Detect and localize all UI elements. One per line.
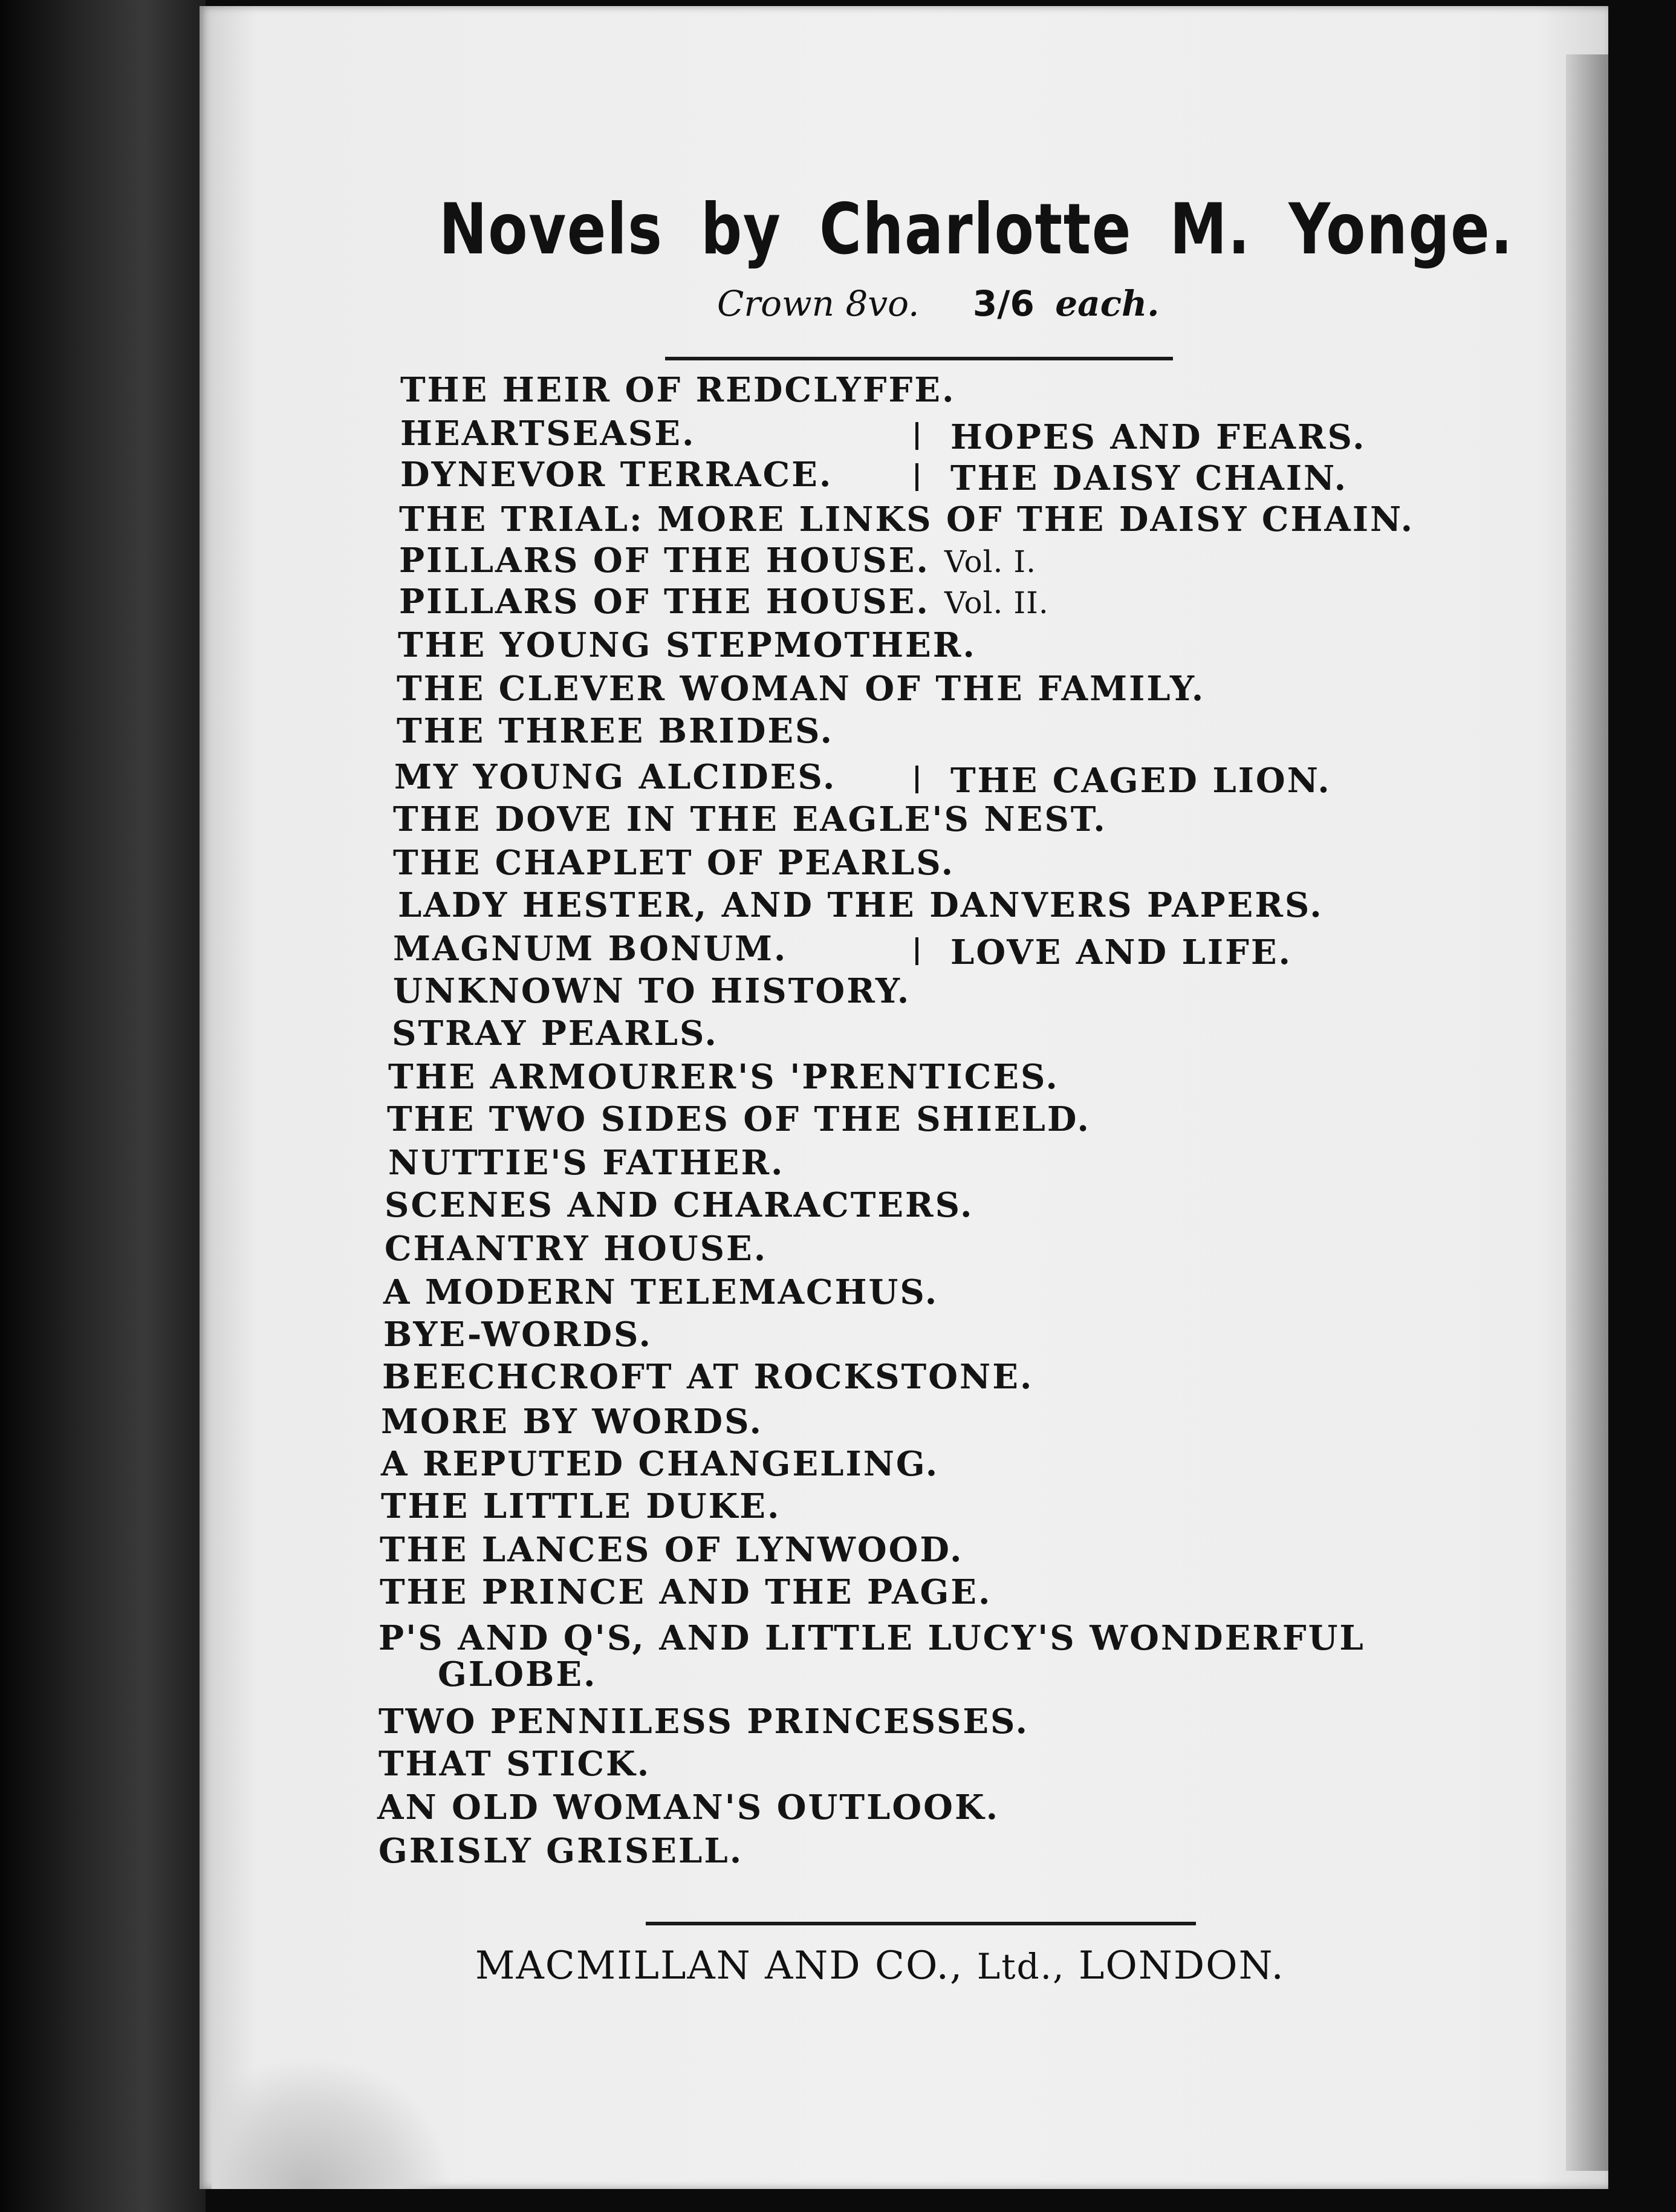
- volume-note: Vol. I.: [944, 544, 1036, 579]
- title-entry-right: LOVE AND LIFE.: [950, 932, 1293, 972]
- publisher-ltd: Ltd.,: [976, 1946, 1065, 1987]
- title-text: THE PRINCE AND THE PAGE.: [380, 1572, 992, 1612]
- title-entry: [378, 1831, 743, 1871]
- title-entry: [392, 1013, 718, 1053]
- title-entry: [387, 1099, 1091, 1139]
- title-text: THE YOUNG STEPMOTHER.: [398, 625, 976, 665]
- title-entry: [382, 1357, 1033, 1397]
- title-entry: [397, 711, 834, 751]
- title-entry: [397, 669, 1205, 709]
- format-price-line: [717, 283, 1159, 324]
- title-text: THE CLEVER WOMAN OF THE FAMILY.: [397, 669, 1206, 709]
- title-text: GRISLY GRISELL.: [378, 1831, 744, 1871]
- title-text: THE CHAPLET OF PEARLS.: [393, 843, 955, 883]
- book-cover-edge: [0, 0, 206, 2212]
- title-entry: [381, 1402, 763, 1442]
- title-text: MY YOUNG ALCIDES.: [394, 757, 837, 797]
- title-text: LADY HESTER, AND THE DANVERS PAPERS.: [398, 885, 1324, 925]
- format-label: Crown 8vo.: [717, 283, 920, 324]
- title-text: BEECHCROFT AT ROCKSTONE.: [382, 1357, 1034, 1397]
- title-text: BYE-WORDS.: [383, 1315, 652, 1355]
- title-text: P'S AND Q'S, AND LITTLE LUCY'S WONDERFUL: [378, 1618, 1365, 1658]
- title-text: THE TWO SIDES OF THE SHIELD.: [387, 1099, 1091, 1139]
- title-entry: [393, 929, 787, 969]
- title-text: THE THREE BRIDES.: [397, 711, 834, 751]
- price-unit-label: each.: [1055, 283, 1160, 324]
- title-text: SCENES AND CHARACTERS.: [385, 1185, 974, 1225]
- title-entry: [393, 971, 911, 1011]
- publisher-imprint: [475, 1944, 1285, 1988]
- title-entry: [383, 1272, 938, 1312]
- title-entry: [378, 1744, 651, 1784]
- title-entry: [388, 1143, 785, 1183]
- title-text: TWO PENNILESS PRINCESSES.: [378, 1702, 1029, 1742]
- title-entry: [377, 1787, 999, 1827]
- title-text: DYNEVOR TERRACE.: [400, 455, 833, 495]
- title-text: THE TRIAL: MORE LINKS OF THE DAISY CHAIN.: [399, 499, 1415, 539]
- title-text: MAGNUM BONUM.: [393, 929, 788, 969]
- title-entry: [381, 1486, 781, 1526]
- page-gutter: [1566, 54, 1608, 2171]
- title-entry-right: HOPES AND FEARS.: [950, 417, 1366, 457]
- publisher-city: LONDON.: [1078, 1944, 1285, 1988]
- title-text: STRAY PEARLS.: [392, 1013, 718, 1053]
- title-text: THAT STICK.: [378, 1744, 651, 1784]
- page-title: Novels by Charlotte M. Yonge.: [439, 189, 1514, 270]
- title-entry: [388, 1057, 1059, 1097]
- title-text: CHANTRY HOUSE.: [385, 1229, 768, 1269]
- column-separator: [915, 766, 918, 793]
- title-entry: [385, 1185, 974, 1225]
- page-corner-curl: [212, 2056, 453, 2189]
- title-text: THE DOVE IN THE EAGLE'S NEST.: [393, 799, 1107, 839]
- title-entry: [381, 1444, 939, 1484]
- title-entry: [400, 414, 695, 454]
- price-label: 3/6: [972, 283, 1035, 324]
- title-text: GLOBE.: [438, 1654, 597, 1694]
- title-text: THE HEIR OF REDCLYFFE.: [400, 370, 956, 410]
- title-text: THE LITTLE DUKE.: [381, 1486, 781, 1526]
- title-text: PILLARS OF THE HOUSE.: [399, 582, 930, 622]
- title-text: THE LANCES OF LYNWOOD.: [380, 1530, 964, 1570]
- title-text: A MODERN TELEMACHUS.: [383, 1272, 939, 1312]
- title-entry: [399, 582, 1049, 622]
- title-text: UNKNOWN TO HISTORY.: [393, 971, 911, 1011]
- title-text: THE ARMOURER'S 'PRENTICES.: [388, 1057, 1059, 1097]
- title-entry: [393, 843, 955, 883]
- title-entry: [383, 1315, 652, 1355]
- footer-divider: [646, 1922, 1196, 1925]
- column-separator: [915, 422, 918, 450]
- title-text: MORE BY WORDS.: [381, 1402, 764, 1442]
- title-entry-right: THE CAGED LION.: [950, 761, 1331, 801]
- volume-note: Vol. II.: [944, 585, 1049, 620]
- title-entry: [438, 1654, 597, 1694]
- title-entry: [400, 370, 955, 410]
- title-entry: [398, 625, 976, 665]
- title-text: AN OLD WOMAN'S OUTLOOK.: [377, 1787, 1000, 1827]
- title-text: HEARTSEASE.: [400, 414, 696, 454]
- header-divider: [665, 357, 1173, 360]
- title-entry: [399, 499, 1414, 539]
- column-separator: [915, 937, 918, 965]
- publisher-name: MACMILLAN AND CO.,: [475, 1944, 964, 1988]
- title-entry: [385, 1229, 767, 1269]
- column-separator: [915, 463, 918, 491]
- title-entry: [398, 885, 1324, 925]
- title-entry: [400, 455, 833, 495]
- title-entry: [394, 757, 836, 797]
- title-entry: [378, 1702, 1029, 1742]
- title-text: PILLARS OF THE HOUSE.: [399, 541, 930, 581]
- title-text: NUTTIE'S FATHER.: [388, 1143, 785, 1183]
- title-entry: [399, 541, 1036, 581]
- title-entry: [380, 1572, 992, 1612]
- title-text: A REPUTED CHANGELING.: [381, 1444, 940, 1484]
- title-entry-right: THE DAISY CHAIN.: [950, 458, 1348, 498]
- title-entry: [393, 799, 1107, 839]
- title-entry: [378, 1618, 1365, 1658]
- title-entry: [380, 1530, 963, 1570]
